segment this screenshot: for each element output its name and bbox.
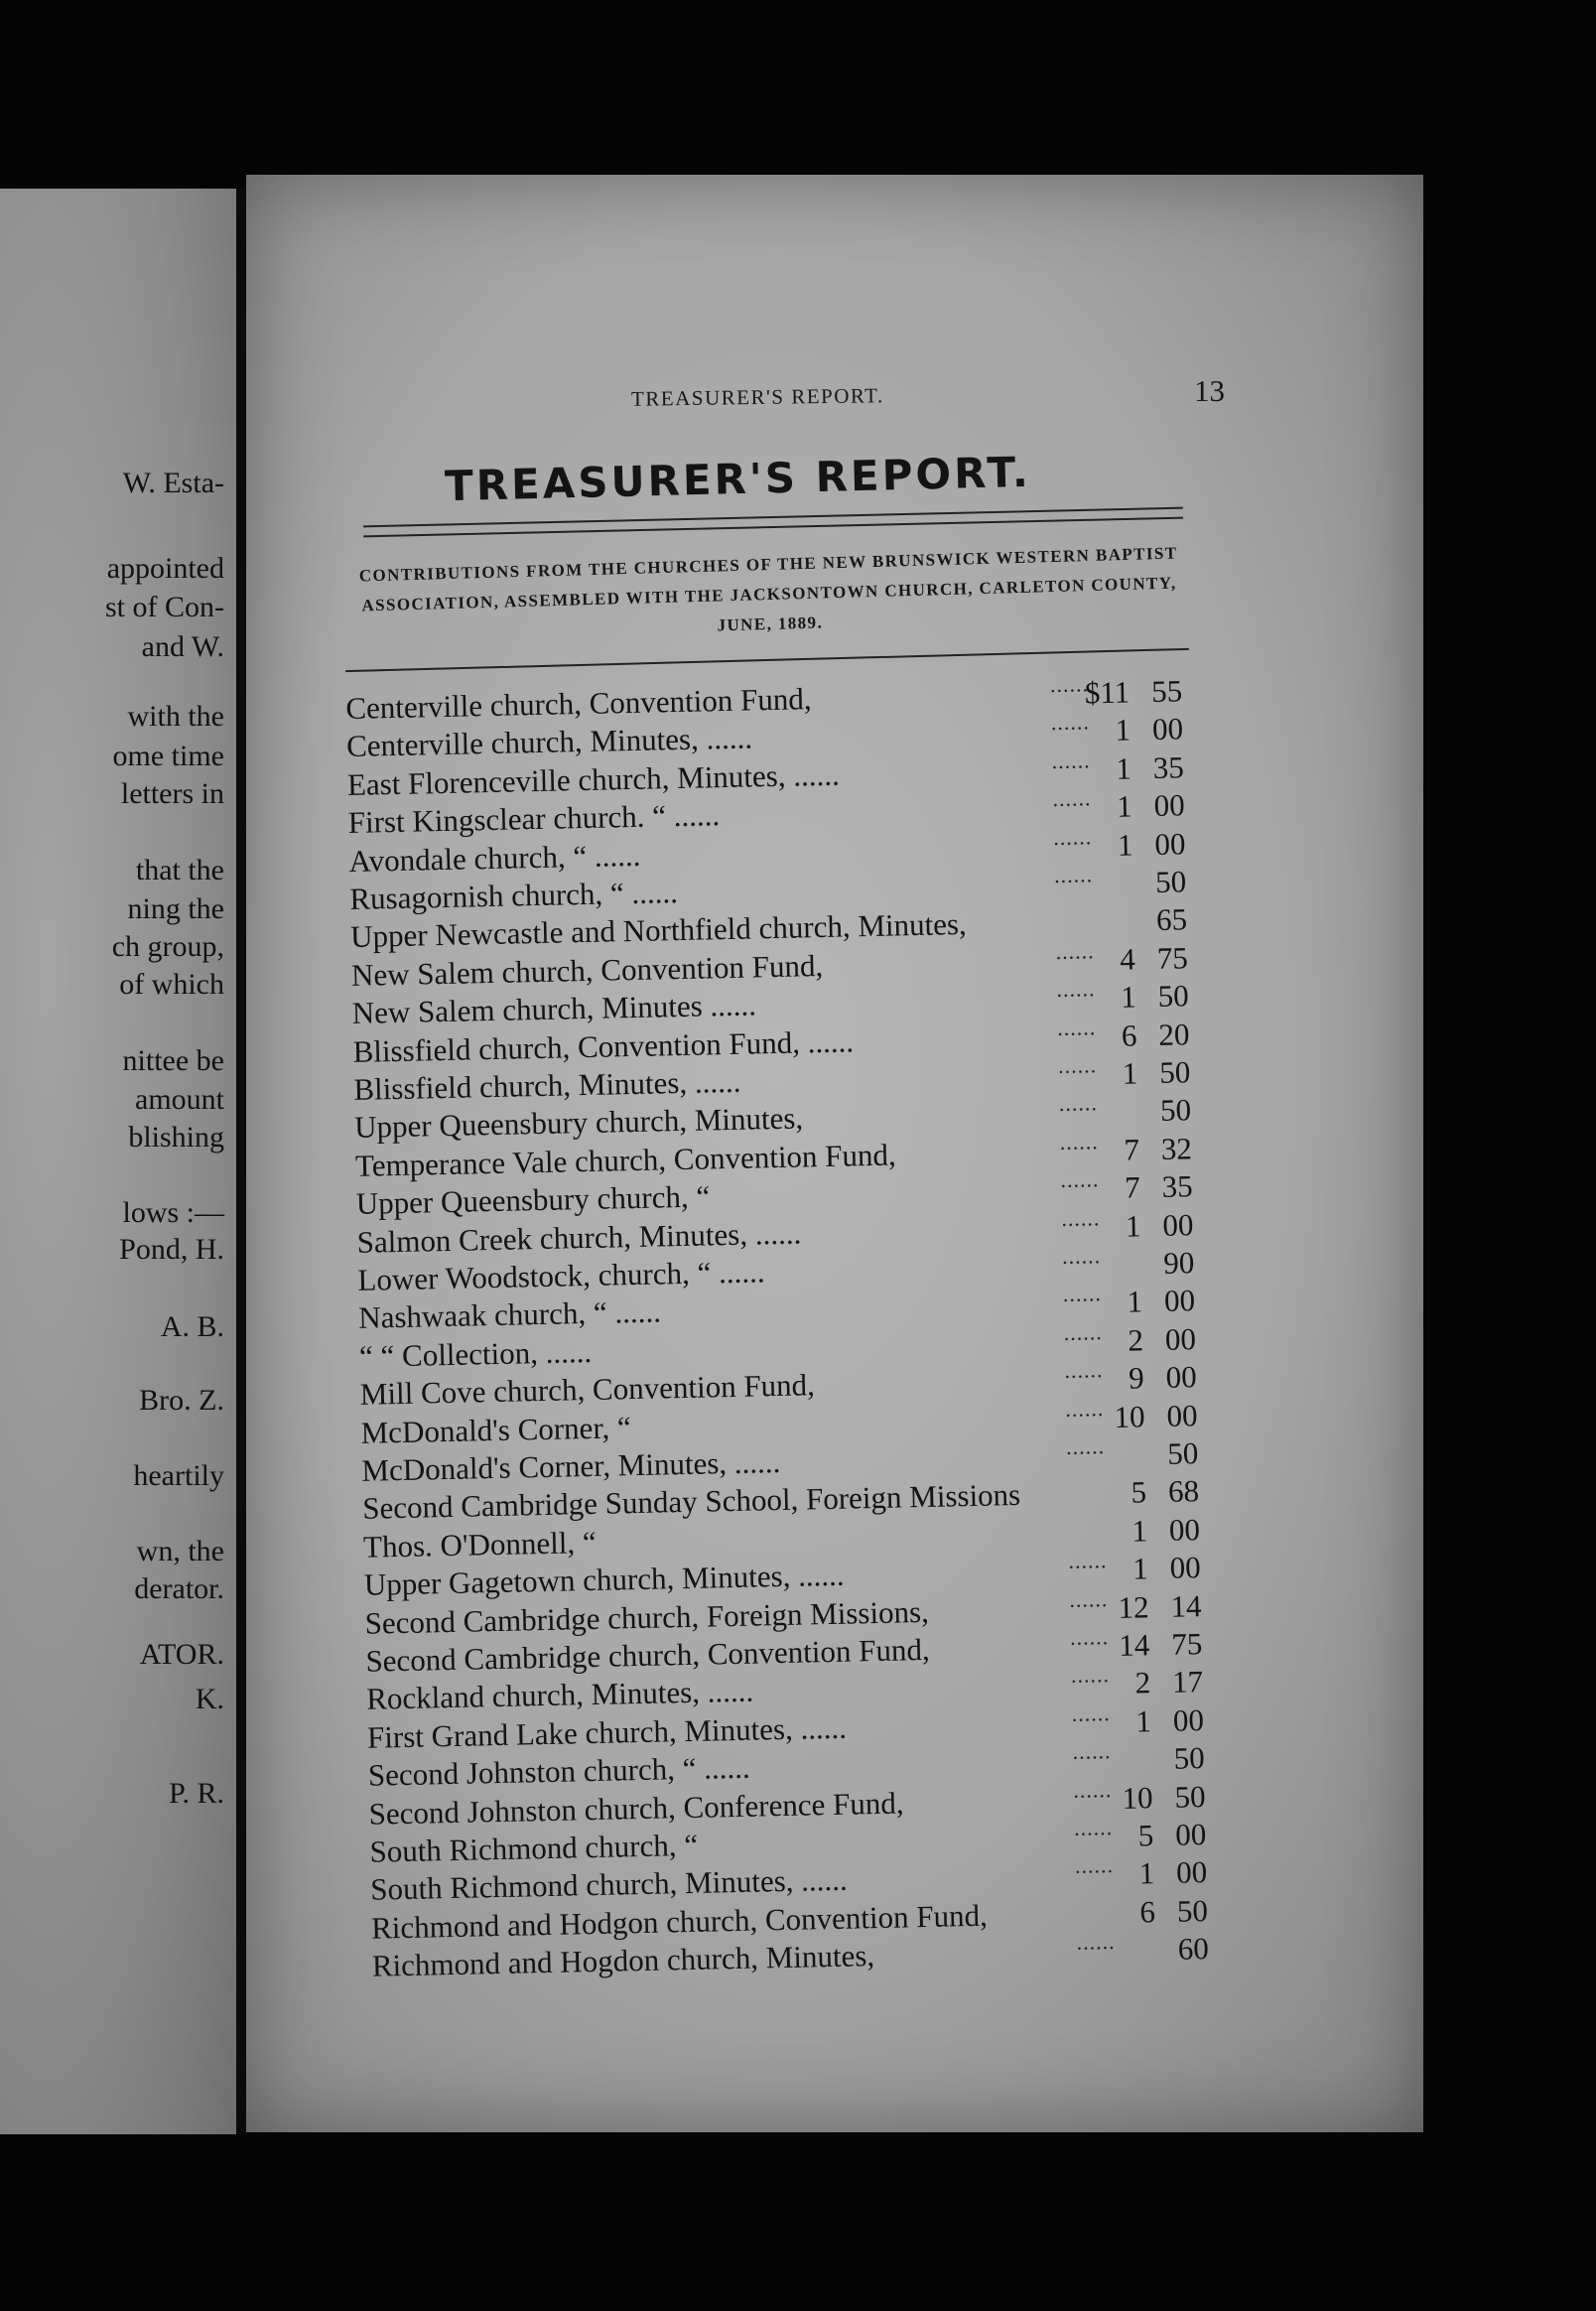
left-page-line: K. (195, 1683, 224, 1715)
amount-dollars: 1 (1138, 1855, 1155, 1891)
contribution-description: Rusagornish church, “ ...... (349, 875, 679, 916)
contribution-description: McDonald's Corner, Minutes, ...... (361, 1443, 781, 1488)
amount-cents: 20 (1158, 1017, 1190, 1052)
amount-dollars: 9 (1128, 1360, 1145, 1396)
table-top-rule (345, 648, 1189, 672)
dot-leader: ...... (1065, 1396, 1105, 1422)
dot-leader: ...... (1061, 1205, 1101, 1232)
contribution-description: McDonald's Corner, “ (360, 1410, 632, 1450)
left-page-line: A. B. (160, 1310, 224, 1343)
amount-cents: 14 (1170, 1588, 1202, 1624)
dot-leader: ...... (1059, 1129, 1099, 1156)
contribution-description: South Richmond church, “ (369, 1827, 699, 1869)
left-page-line: ch group, (111, 930, 224, 963)
contribution-description: “ “ Collection, ...... (358, 1333, 593, 1374)
amount-dollars: 12 (1118, 1589, 1149, 1625)
dot-leader: ...... (1057, 1015, 1097, 1041)
left-page-line: lows :— (122, 1196, 224, 1229)
amount-cents: 50 (1154, 864, 1187, 899)
amount-dollars: 1 (1127, 1284, 1143, 1319)
contribution-description: Blissfield church, Convention Fund, ...... (352, 1023, 855, 1069)
dot-leader: ...... (1065, 1433, 1106, 1459)
contribution-description: Blissfield church, Minutes, ...... (353, 1063, 741, 1107)
contribution-description: Second Cambridge Sunday School, Foreign Missions (361, 1476, 1021, 1526)
contribution-description: Centerville church, Convention Fund, (345, 681, 812, 726)
amount-cents: 00 (1174, 1817, 1207, 1852)
amount-dollars: 1 (1115, 712, 1131, 748)
contribution-description: Avondale church, “ ...... (348, 837, 641, 879)
contribution-description: Salmon Creek church, Minutes, ...... (356, 1215, 802, 1260)
left-page-line: with the (127, 700, 224, 733)
left-page-line: and W. (141, 630, 224, 663)
dot-leader: ...... (1052, 785, 1092, 812)
contribution-description: Upper Gagetown church, Minutes, ...... (363, 1557, 845, 1602)
amount-cents: 00 (1164, 1321, 1197, 1357)
amount-cents: 50 (1176, 1893, 1209, 1929)
report-subtitle: CONTRIBUTIONS FROM THE CHURCHES OF THE NEW BRUNSWICK WESTERN BAPTIST ASSOCIATION, ASSEMBLED WITH THE JACKSONTOWN CHURCH, CARLETON COUNTY, JUNE, 1889. (358, 543, 1178, 635)
contribution-description: South Richmond church, Minutes, ...... (369, 1861, 849, 1907)
dot-leader: ...... (1051, 748, 1091, 774)
dot-leader: ...... (1061, 1243, 1102, 1269)
contribution-description: Richmond and Hogdon church, Minutes, (371, 1938, 875, 1983)
contribution-description: Temperance Vale church, Convention Fund, (354, 1137, 897, 1183)
left-page-line: wn, the (136, 1535, 224, 1567)
dot-leader: ...... (1060, 1166, 1100, 1193)
book-gutter (236, 189, 246, 2134)
contribution-description: First Grand Lake church, Minutes, ...... (366, 1709, 848, 1755)
dot-leader: ...... (1058, 1090, 1099, 1117)
dot-leader: ...... (1073, 1777, 1113, 1803)
amount-cents: 00 (1163, 1283, 1196, 1318)
left-page-line: P. R. (169, 1777, 224, 1810)
amount-dollars: 1 (1135, 1703, 1152, 1739)
contribution-description: Upper Queensbury church, “ (355, 1178, 711, 1221)
amount-dollars: 1 (1131, 1513, 1148, 1549)
contribution-description: Richmond and Hodgon church, Convention Fund, (370, 1897, 989, 1946)
dot-leader: ...... (1062, 1281, 1103, 1306)
dot-leader: ...... (1076, 1929, 1116, 1955)
left-page-line: W. Esta- (122, 467, 224, 499)
contribution-description: Mill Cove church, Convention Fund, (359, 1367, 816, 1412)
dot-leader: ...... (1055, 938, 1095, 965)
left-page-line: appointed (106, 552, 224, 585)
amount-dollars: 4 (1119, 941, 1136, 977)
dot-leader: ...... (1071, 1700, 1111, 1726)
dot-leader: ...... (1063, 1319, 1103, 1345)
left-page-line: st of Con- (105, 591, 224, 623)
left-page-line: amount (135, 1083, 224, 1116)
left-page-line: heartily (133, 1459, 224, 1492)
contribution-description: Second Cambridge church, Foreign Missions, (364, 1593, 930, 1641)
amount-dollars: 1 (1122, 1055, 1138, 1091)
left-page-line: Bro. Z. (139, 1384, 224, 1417)
left-page-line: Pond, H. (119, 1233, 224, 1266)
page-title: TREASURER'S REPORT. (444, 447, 1032, 511)
amount-cents: 50 (1166, 1435, 1199, 1471)
amount-cents: 32 (1160, 1131, 1193, 1166)
amount-cents: 50 (1159, 1092, 1192, 1128)
amount-cents: 00 (1162, 1207, 1194, 1243)
amount-dollars: $11 (1084, 674, 1130, 711)
amount-cents: 35 (1152, 749, 1185, 785)
contribution-description: New Salem church, Convention Fund, (350, 947, 824, 993)
dot-leader: ...... (1073, 1815, 1114, 1840)
amount-cents: 55 (1150, 673, 1183, 709)
dot-leader: ...... (1072, 1738, 1112, 1764)
left-page-line: blishing (128, 1121, 224, 1154)
dot-leader: ...... (1053, 862, 1094, 888)
page-number: 13 (1194, 373, 1225, 408)
contribution-description: Upper Queensbury church, Minutes, (353, 1100, 804, 1145)
left-page-line: ome time (112, 740, 224, 772)
contribution-description: First Kingsclear church. “ ...... (347, 797, 721, 840)
amount-cents: 00 (1169, 1550, 1202, 1585)
amount-cents: 50 (1173, 1740, 1206, 1776)
dot-leader: ...... (1068, 1548, 1108, 1573)
amount-cents: 00 (1168, 1512, 1201, 1548)
running-head: TREASURER'S REPORT. (630, 383, 884, 411)
contribution-description: Second Johnston church, Conference Fund, (368, 1785, 904, 1832)
amount-cents: 60 (1177, 1931, 1210, 1967)
dot-leader: ...... (1070, 1662, 1111, 1688)
title-rule (363, 507, 1183, 538)
dot-leader: ...... (1064, 1357, 1104, 1383)
amount-dollars: 7 (1124, 1169, 1141, 1205)
amount-dollars: 1 (1131, 1551, 1149, 1586)
amount-dollars: 10 (1114, 1399, 1145, 1434)
contribution-description: East Florenceville church, Minutes, ...... (346, 756, 841, 802)
contribution-description: Nashwaak church, “ ...... (357, 1293, 662, 1335)
amount-cents: 75 (1170, 1626, 1203, 1662)
amount-cents: 50 (1174, 1779, 1206, 1815)
contribution-description: Lower Woodstock, church, “ ...... (357, 1254, 765, 1297)
amount-cents: 00 (1151, 711, 1184, 747)
contribution-description: New Salem church, Minutes ...... (351, 987, 757, 1030)
contribution-list (345, 671, 1265, 1983)
amount-cents: 00 (1175, 1854, 1208, 1890)
left-page-line: that the (135, 854, 224, 886)
amount-cents: 90 (1162, 1245, 1195, 1281)
amount-dollars: 14 (1118, 1627, 1150, 1663)
left-page-line: derator. (134, 1572, 224, 1605)
amount-cents: 75 (1156, 940, 1189, 976)
contribution-description: Second Johnston church, “ ...... (367, 1749, 751, 1793)
amount-cents: 00 (1172, 1702, 1205, 1738)
dot-leader: ...... (1069, 1586, 1109, 1612)
amount-cents: 35 (1161, 1168, 1193, 1204)
left-page-line: ATOR. (139, 1638, 224, 1671)
amount-cents: 00 (1153, 787, 1185, 823)
contribution-description: Thos. O'Donnell, “ (362, 1524, 597, 1564)
contribution-description: Upper Newcastle and Northfield church, Minutes, (349, 905, 968, 954)
left-page-line: nittee be (122, 1044, 224, 1077)
amount-cents: 00 (1166, 1398, 1198, 1433)
amount-cents: 50 (1157, 978, 1189, 1014)
amount-dollars: 7 (1123, 1132, 1140, 1167)
amount-dollars: 1 (1120, 979, 1136, 1015)
previous-page-fragment (0, 189, 236, 2134)
dot-leader: ...... (1049, 671, 1090, 698)
amount-cents: 00 (1154, 826, 1186, 862)
amount-dollars: 6 (1121, 1018, 1137, 1053)
amount-dollars: 10 (1122, 1780, 1153, 1816)
amount-cents: 17 (1171, 1664, 1204, 1699)
amount-cents: 50 (1158, 1054, 1191, 1090)
amount-dollars: 1 (1125, 1208, 1141, 1244)
left-page-line: of which (119, 968, 224, 1001)
dot-leader: ...... (1057, 1052, 1098, 1079)
amount-dollars: 6 (1139, 1894, 1156, 1930)
amount-dollars: 1 (1116, 788, 1132, 824)
left-page-line: letters in (120, 777, 224, 810)
dot-leader: ...... (1074, 1852, 1115, 1878)
contribution-description: Centerville church, Minutes, ...... (345, 720, 753, 763)
book-page (246, 175, 1423, 2132)
left-page-line: ning the (127, 892, 224, 925)
amount-dollars: 1 (1117, 827, 1133, 863)
amount-dollars: 2 (1134, 1665, 1151, 1700)
contribution-description: Rockland church, Minutes, ...... (365, 1673, 754, 1716)
amount-dollars: 2 (1128, 1322, 1144, 1358)
amount-dollars: 5 (1130, 1474, 1147, 1510)
amount-dollars: 1 (1115, 750, 1132, 786)
dot-leader: ...... (1052, 824, 1093, 851)
amount-dollars: 5 (1137, 1818, 1154, 1853)
dot-leader: ...... (1056, 976, 1096, 1003)
amount-cents: 65 (1155, 901, 1188, 937)
amount-cents: 00 (1165, 1359, 1198, 1395)
dot-leader: ...... (1050, 709, 1091, 736)
dot-leader: ...... (1069, 1624, 1110, 1650)
amount-cents: 68 (1167, 1473, 1200, 1509)
contribution-description: Second Cambridge church, Convention Fund, (365, 1631, 930, 1679)
